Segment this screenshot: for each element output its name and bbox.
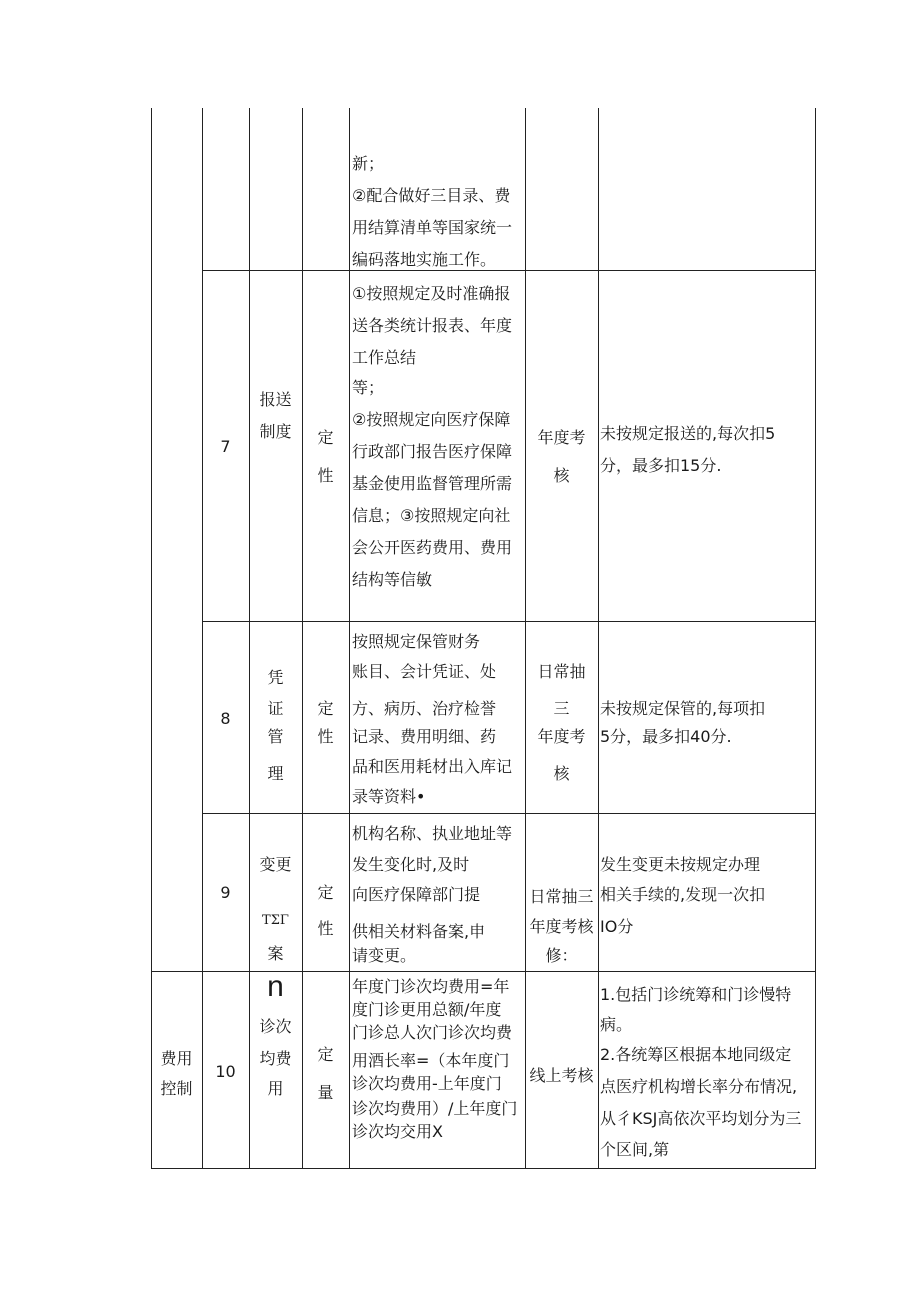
content-text: 发生变化时,及时 (352, 855, 470, 874)
content-text: 诊次均费用）/上年度门 (352, 1099, 518, 1118)
penalty-text: 1.包括门诊统筹和门诊慢特 (600, 985, 792, 1004)
content-text: 品和医用耗材出入库记 (352, 757, 513, 776)
assessment-method: 核 (553, 466, 570, 485)
content-text: 录等资料• (352, 787, 426, 806)
row-line (202, 621, 816, 622)
assessment-type: 量 (317, 1083, 334, 1102)
col-line (525, 108, 526, 1169)
content-text: 供相关材料备案,申 (352, 922, 486, 941)
penalty-text: 未按规定保管的,每项扣 (600, 699, 766, 718)
content-text: 门诊总人次门诊次均费 (352, 1023, 513, 1042)
content-text: 度门诊更用总额/年度 (352, 1000, 502, 1019)
item-name: 凭 (267, 668, 284, 687)
item-name: 报送 (259, 390, 292, 409)
assessment-method: 年度考核 (529, 917, 594, 936)
content-text: 结构等信敏 (352, 570, 433, 589)
row-number: 8 (220, 709, 231, 728)
item-name: 变更 (259, 855, 292, 874)
item-name: 用 (267, 1079, 284, 1098)
row-line (151, 1168, 816, 1169)
assessment-type: 性 (317, 919, 334, 938)
item-name: 理 (267, 764, 284, 783)
content-text: 账目、会计凭证、处 (352, 662, 497, 681)
col-line (815, 108, 816, 1169)
content-text: ①按照规定及时准确报 (352, 284, 511, 303)
assessment-method: 核 (553, 764, 570, 783)
content-text: 等； (352, 378, 385, 397)
penalty-text: IO分 (600, 917, 634, 936)
col-line (349, 108, 350, 1169)
content-text: 向医疗保障部门提 (352, 885, 481, 904)
assessment-method: 年度考 (537, 727, 586, 746)
assessment-type: 定 (317, 428, 334, 447)
content-text: 基金使用监督管理所需 (352, 474, 513, 493)
assessment-method: 年度考 (537, 428, 586, 447)
content-text: 编码落地实施工作。 (352, 250, 497, 269)
content-text: ②按照规定向医疗保障 (352, 410, 511, 429)
assessment-type: 性 (317, 727, 334, 746)
penalty-text: 未按规定报送的,每次扣5 (600, 424, 776, 443)
content-text: 诊次均费用-上年度门 (352, 1074, 502, 1093)
item-name: 诊次 (259, 1017, 292, 1036)
item-name: 管 (267, 727, 284, 746)
penalty-text: 点医疗机构增长率分布情况, (600, 1077, 798, 1096)
assessment-method: 修： (545, 946, 578, 965)
assessment-method: 三 (553, 699, 570, 718)
col-line (249, 108, 250, 1169)
content-text: 年度门诊次均费用=年 (352, 977, 510, 996)
content-text: ②配合做好三目录、费 (352, 186, 511, 205)
content-text: 会公开医药费用、费用 (352, 538, 513, 557)
penalty-text: 分，最多扣15分. (600, 456, 722, 475)
penalty-text: 相关手续的,发现一次扣 (600, 885, 766, 904)
col-line (598, 108, 599, 1169)
assessment-method: 日常抽三 (529, 887, 594, 906)
item-name: 均费 (259, 1049, 292, 1068)
category-label: 费用 (160, 1049, 193, 1068)
content-text: 用酒长率=（本年度门 (352, 1051, 510, 1070)
assessment-type: 定 (317, 883, 334, 902)
penalty-text: 5分，最多扣40分. (600, 727, 732, 746)
content-text: 方、病历、治疗检誉 (352, 699, 497, 718)
penalty-text: 病。 (600, 1015, 633, 1034)
content-text: 工作总结 (352, 348, 417, 367)
content-text: 送各类统计报表、年度 (352, 316, 513, 335)
row-line (202, 270, 816, 271)
content-text: 用结算清单等国家统一 (352, 218, 513, 237)
assessment-type: 定 (317, 699, 334, 718)
row-number: 9 (220, 883, 231, 902)
item-name: 案 (267, 944, 284, 963)
item-name: 证 (267, 699, 284, 718)
content-text: 按照规定保管财务 (352, 632, 481, 651)
assessment-type: 性 (317, 466, 334, 485)
content-text: 机构名称、执业地址等 (352, 824, 513, 843)
item-name: ΤΣΓ (262, 913, 289, 928)
item-name: n (267, 970, 284, 1003)
row-line (202, 813, 816, 814)
category-label: 控制 (160, 1079, 193, 1098)
content-text: 行政部门报告医疗保障 (352, 442, 513, 461)
col-line (151, 108, 152, 1169)
penalty-text: 2.各统筹区根据本地同级定 (600, 1045, 792, 1064)
assessment-method: 日常抽 (537, 662, 586, 681)
assessment-type: 定 (317, 1045, 334, 1064)
col-line (302, 108, 303, 1169)
col-line (202, 108, 203, 1169)
assessment-method: 线上考核 (529, 1066, 594, 1085)
penalty-text: 从彳KSJ高依次平均划分为三 (600, 1109, 802, 1128)
penalty-text: 发生变更未按规定办理 (600, 855, 761, 874)
item-name: 制度 (259, 422, 292, 441)
row-number: 7 (220, 437, 231, 456)
content-text: 请变更。 (352, 946, 417, 965)
content-text: 记录、费用明细、药 (352, 727, 497, 746)
content-text: 新； (352, 154, 385, 173)
content-text: 诊次均交用X (352, 1122, 443, 1141)
row-number: 10 (215, 1062, 236, 1081)
penalty-text: 个区间,第 (600, 1140, 670, 1159)
content-text: 信息；③按照规定向社 (352, 506, 511, 525)
